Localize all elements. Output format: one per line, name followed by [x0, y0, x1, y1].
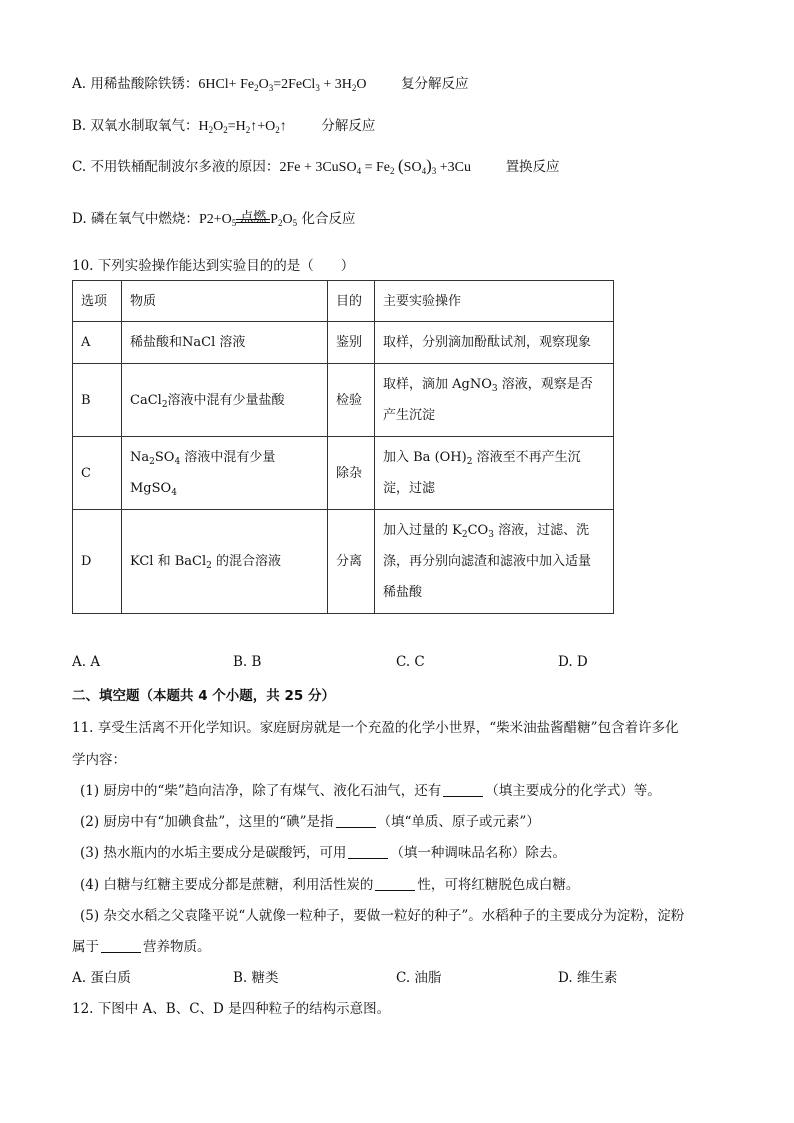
table-cell: 分离	[328, 510, 375, 614]
q11-part-2: (2) 厨房中有“加碘食盐”，这里的“碘”是指 （填“单质、原子或元素”）	[80, 814, 540, 830]
q9-option-a: A. 用稀盐酸除铁锈：$6HCl+ Fe_2O_3=2FeCl_3 + 3H_2O$ 复分解反应	[72, 76, 469, 93]
table-cell: KCl 和 BaCl$_2$ 的混合溶液	[122, 510, 328, 614]
table-cell: CaCl$_2$溶液中混有少量盐酸	[122, 364, 328, 437]
table-cell: C	[73, 437, 122, 510]
table-cell: B	[73, 364, 122, 437]
table-header: 主要实验操作	[375, 281, 614, 322]
table-row	[73, 322, 614, 364]
table-cell: 检验	[328, 364, 375, 437]
table-cell: 加入 Ba $(OH)_2$ 溶液至不再产生沉 淀，过滤	[375, 437, 614, 510]
q10-choice-c[interactable]: C. C	[396, 654, 425, 670]
table-cell: 加入过量的 $K_2CO_3$ 溶液，过滤、洗 涤，再分别向滤渣和滤液中加入适量 稀盐酸	[375, 510, 614, 614]
q11-part-5-line1: (5) 杂交水稻之父袁隆平说“人就像一粒种子，要做一粒好的种子”。水稻种子的主要成分为淀粉，淀粉	[80, 908, 685, 924]
answer-blank[interactable]	[348, 846, 388, 859]
table-cell: $Na_2SO_4$ 溶液中混有少量 MgSO$_4$	[122, 437, 328, 510]
table-header-row	[73, 281, 614, 322]
answer-blank[interactable]	[101, 940, 141, 953]
q11-part-5-line2: 属于 营养物质。	[72, 939, 211, 955]
q10-table	[72, 280, 614, 614]
table-header: 物质	[122, 281, 328, 322]
table-header: 目的	[328, 281, 375, 322]
q12-stem: 12. 下图中 A、B、C、D 是四种粒子的结构示意图。	[72, 1001, 391, 1017]
q9-option-c: C. 不用铁桶配制波尔多液的原因：2Fe + 3CuSO$_4$ = $Fe_2$ $(SO_4)_3 +3Cu$ 置换反应	[72, 156, 560, 176]
answer-blank[interactable]	[375, 878, 415, 891]
q11-stem-line1: 11. 享受生活离不开化学知识。家庭厨房就是一个充盈的化学小世界，“柴米油盐酱醋糖”包含着许多化	[72, 720, 679, 736]
table-row	[73, 510, 614, 614]
table-row	[73, 364, 614, 437]
equation-b: $H_2O_2=H_2↑+O_2↑$	[198, 119, 287, 135]
q11-choice-d[interactable]: D. 维生素	[558, 970, 618, 986]
q11-choice-c[interactable]: C. 油脂	[396, 970, 442, 986]
q11-stem-line2: 学内容：	[72, 752, 126, 768]
table-cell: A	[73, 322, 122, 364]
q11-choice-a[interactable]: A. 蛋白质	[72, 970, 131, 986]
q10-choice-b[interactable]: B. B	[233, 654, 262, 670]
table-row	[73, 437, 614, 510]
table-cell: D	[73, 510, 122, 614]
q11-part-3: (3) 热水瓶内的水垢主要成分是碳酸钙，可用 （填一种调味品名称）除去。	[80, 845, 566, 861]
table-header: 选项	[73, 281, 122, 322]
table-cell: 取样，滴加 AgNO$_3$ 溶液，观察是否 产生沉淀	[375, 364, 614, 437]
q11-part-4: (4) 白糖与红糖主要成分都是蔗糖，利用活性炭的 性，可将红糖脱色成白糖。	[80, 877, 580, 893]
table-cell: 取样，分别滴加酚酞试剂，观察现象	[375, 322, 614, 364]
table-cell: 稀盐酸和NaCl 溶液	[122, 322, 328, 364]
equation-c: 2Fe + 3CuSO$_4$ = $Fe_2$ $(SO_4)_3 +3Cu$	[279, 156, 471, 176]
section-title: 二、填空题（本题共 4 个小题，共 25 分）	[72, 688, 335, 704]
q9-option-d: D. 磷在氧气中燃烧：$P2+O_5$ 点燃 $P_2O_5$ 化合反应	[72, 209, 356, 228]
table-cell: 鉴别	[328, 322, 375, 364]
q9-option-b: B. 双氧水制取氧气：$H_2O_2=H_2↑+O_2↑$ 分解反应	[72, 118, 376, 135]
answer-blank[interactable]	[336, 815, 376, 828]
table-cell: 除杂	[328, 437, 375, 510]
q11-part-1: (1) 厨房中的“柴”趋向洁净，除了有煤气、液化石油气，还有 （填主要成分的化学式）等。	[80, 783, 661, 799]
q10-stem: 10. 下列实验操作能达到实验目的的是（ ）	[72, 258, 355, 274]
q10-choice-a[interactable]: A. A	[72, 654, 101, 670]
equation-a: $6HCl+ Fe_2O_3=2FeCl_3 + 3H_2O$	[198, 77, 367, 93]
q10-choice-d[interactable]: D. D	[558, 654, 588, 670]
answer-blank[interactable]	[443, 784, 483, 797]
q11-choice-b[interactable]: B. 糖类	[233, 970, 279, 986]
equation-d: $P2+O_5$ 点燃 $P_2O_5$	[198, 209, 298, 228]
